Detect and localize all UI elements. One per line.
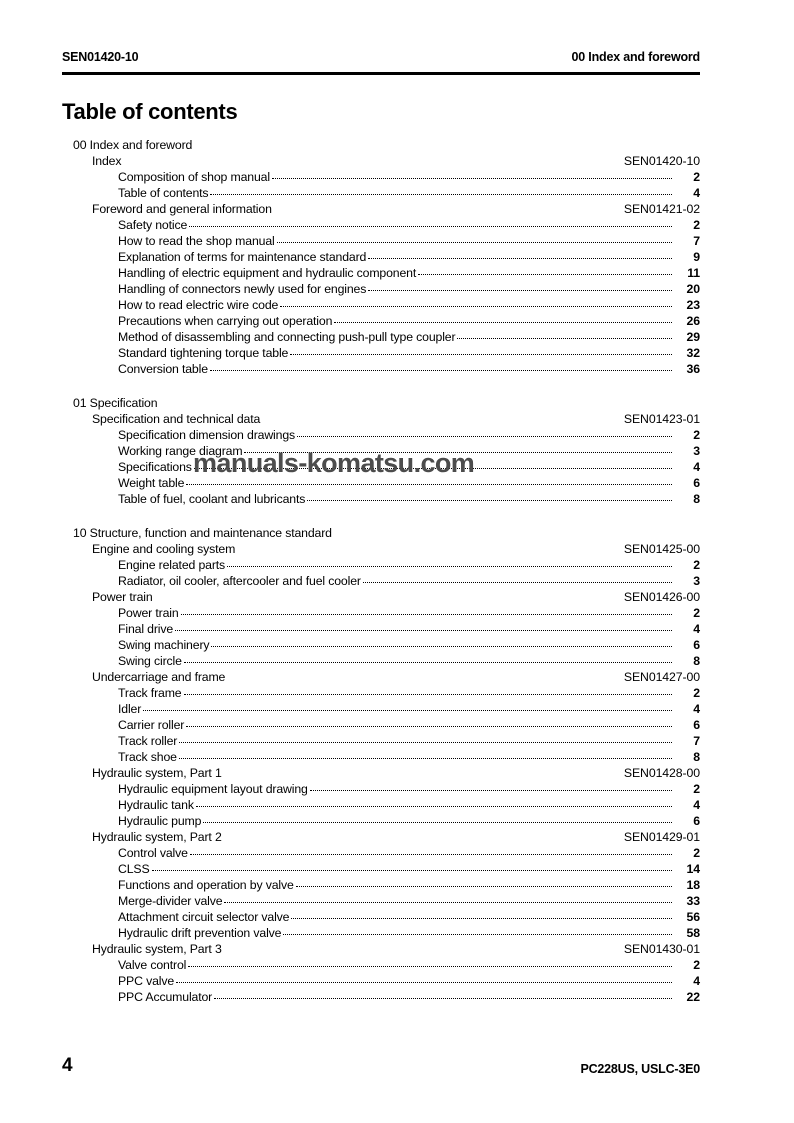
toc-entry-label: Control valve: [118, 846, 188, 860]
toc-entry-label: Handling of connectors newly used for engines: [118, 282, 367, 296]
toc-entry-dot-leader: [244, 444, 672, 455]
toc-entry-dot-leader: [368, 250, 672, 261]
toc-entry-page-number: 4: [693, 974, 700, 988]
toc-entry-page-number: 2: [693, 428, 700, 442]
toc-entry-dot-leader: [363, 574, 672, 585]
toc-group-title: Index: [92, 154, 122, 168]
toc-entry-label: Table of fuel, coolant and lubricants: [118, 492, 306, 506]
toc-entry-row[interactable]: [62, 281, 700, 297]
toc-entry-label: Conversion table: [118, 362, 208, 376]
toc-entry-page-number: 2: [693, 606, 700, 620]
toc-entry-label: Handling of electric equipment and hydraulic component: [118, 266, 417, 280]
toc-entry-dot-leader: [179, 734, 672, 745]
toc-entry-dot-leader: [175, 622, 672, 633]
toc-entry-label: Working range diagram: [118, 444, 243, 458]
toc-entry-page-number: 32: [686, 346, 700, 360]
toc-group-title: Foreword and general information: [92, 202, 272, 216]
toc-group-document-code: SEN01426-00: [623, 590, 700, 604]
toc-entry-row[interactable]: [62, 185, 700, 201]
toc-entry-dot-leader: [176, 974, 672, 985]
toc-entry-dot-leader: [224, 894, 672, 905]
toc-group-row[interactable]: [62, 941, 700, 957]
toc-entry-label: Table of contents: [118, 186, 209, 200]
toc-entry-row[interactable]: [62, 605, 700, 621]
toc-entry-row[interactable]: [62, 297, 700, 313]
toc-entry-row[interactable]: [62, 877, 700, 893]
toc-entry-row[interactable]: [62, 749, 700, 765]
toc-section: [62, 395, 700, 507]
toc-entry-dot-leader: [210, 362, 672, 373]
toc-entry-dot-leader: [196, 798, 672, 809]
toc-entry-label: Safety notice: [118, 218, 188, 232]
toc-entry-dot-leader: [211, 638, 672, 649]
toc-entry-label: Weight table: [118, 476, 185, 490]
toc-entry-row[interactable]: [62, 427, 700, 443]
toc-entry-page-number: 6: [693, 476, 700, 490]
toc-entry-label: Track roller: [118, 734, 178, 748]
toc-section-title: 00 Index and foreword: [73, 138, 193, 152]
toc-entry-label: Specifications: [118, 460, 192, 474]
toc-entry-row[interactable]: [62, 557, 700, 573]
toc-group-document-code: SEN01423-01: [623, 412, 700, 426]
toc-entry-dot-leader: [189, 218, 672, 229]
toc-entry-dot-leader: [310, 782, 672, 793]
watermark-text: manuals-komatsu.com: [193, 448, 475, 478]
toc-group-row[interactable]: [62, 829, 700, 845]
toc-entry-row[interactable]: [62, 217, 700, 233]
toc-entry-page-number: 8: [693, 750, 700, 764]
toc-entry-page-number: 58: [686, 926, 700, 940]
page-title: Table of contents: [62, 99, 238, 124]
toc-entry-page-number: 22: [686, 990, 700, 1004]
toc-entry-row[interactable]: [62, 845, 700, 861]
toc-entry-label: Track shoe: [118, 750, 177, 764]
toc-entry-row[interactable]: [62, 637, 700, 653]
toc-entry-label: PPC valve: [118, 974, 175, 988]
toc-entry-label: Composition of shop manual: [118, 170, 270, 184]
toc-entry-page-number: 6: [693, 638, 700, 652]
toc-entry-row[interactable]: [62, 475, 700, 491]
toc-entry-label: Attachment circuit selector valve: [118, 910, 290, 924]
toc-entry-dot-leader: [283, 926, 672, 937]
toc-entry-page-number: 29: [686, 330, 700, 344]
toc-entry-row[interactable]: [62, 573, 700, 589]
toc-entry-page-number: 6: [693, 814, 700, 828]
toc-entry-dot-leader: [307, 492, 672, 503]
toc-group-title: Hydraulic system, Part 2: [92, 830, 222, 844]
toc-entry-page-number: 4: [693, 460, 700, 474]
toc-entry-dot-leader: [184, 686, 673, 697]
footer-model-code: PC228US, USLC-3E0: [580, 1062, 700, 1076]
toc-group-row[interactable]: [62, 589, 700, 605]
toc-entry-row[interactable]: [62, 443, 700, 459]
toc-entry-page-number: 14: [686, 862, 700, 876]
toc-entry-row[interactable]: [62, 685, 700, 701]
toc-entry-row[interactable]: [62, 491, 700, 507]
toc-group-title: Undercarriage and frame: [92, 670, 226, 684]
toc-group-row[interactable]: [62, 669, 700, 685]
toc-entry-row[interactable]: [62, 781, 700, 797]
table-of-contents: [62, 137, 700, 1005]
toc-entry-label: PPC Accumulator: [118, 990, 213, 1004]
toc-entry-label: Hydraulic tank: [118, 798, 194, 812]
toc-entry-page-number: 56: [686, 910, 700, 924]
toc-group-title: Hydraulic system, Part 3: [92, 942, 222, 956]
toc-entry-page-number: 33: [686, 894, 700, 908]
toc-entry-row[interactable]: [62, 989, 700, 1005]
toc-entry-page-number: 8: [693, 654, 700, 668]
toc-entry-label: Hydraulic pump: [118, 814, 202, 828]
toc-entry-row[interactable]: [62, 957, 700, 973]
toc-section: [62, 525, 700, 1005]
toc-entry-label: Standard tightening torque table: [118, 346, 289, 360]
toc-entry-page-number: 3: [693, 444, 700, 458]
toc-entry-row[interactable]: [62, 717, 700, 733]
toc-entry-page-number: 4: [693, 702, 700, 716]
toc-entry-dot-leader: [227, 558, 672, 569]
toc-entry-page-number: 2: [693, 686, 700, 700]
toc-entry-label: Functions and operation by valve: [118, 878, 294, 892]
toc-entry-label: Swing circle: [118, 654, 182, 668]
toc-entry-row[interactable]: [62, 361, 700, 377]
toc-entry-dot-leader: [334, 314, 672, 325]
toc-entry-page-number: 9: [693, 250, 700, 264]
toc-entry-dot-leader: [280, 298, 672, 309]
toc-group-title: Engine and cooling system: [92, 542, 236, 556]
toc-entry-label: Hydraulic drift prevention valve: [118, 926, 282, 940]
toc-entry-row[interactable]: [62, 861, 700, 877]
toc-entry-dot-leader: [368, 282, 672, 293]
toc-entry-row[interactable]: [62, 345, 700, 361]
toc-entry-label: Merge-divider valve: [118, 894, 223, 908]
toc-group-row[interactable]: [62, 411, 700, 427]
toc-entry-label: Method of disassembling and connecting push-pull type coupler: [118, 330, 456, 344]
toc-entry-row[interactable]: [62, 813, 700, 829]
toc-entry-page-number: 2: [693, 218, 700, 232]
toc-entry-page-number: 2: [693, 782, 700, 796]
toc-entry-page-number: 7: [693, 234, 700, 248]
toc-section: [62, 137, 700, 377]
header-document-code: SEN01420-10: [62, 50, 139, 64]
toc-entry-label: Engine related parts: [118, 558, 226, 572]
toc-entry-label: Precautions when carrying out operation: [118, 314, 333, 328]
toc-entry-page-number: 4: [693, 798, 700, 812]
toc-entry-label: Radiator, oil cooler, aftercooler and fuel cooler: [118, 574, 361, 588]
toc-entry-row[interactable]: [62, 909, 700, 925]
toc-entry-row[interactable]: [62, 797, 700, 813]
toc-group-document-code: SEN01421-02: [623, 202, 700, 216]
toc-group-row[interactable]: [62, 201, 700, 217]
toc-entry-dot-leader: [143, 702, 672, 713]
toc-entry-dot-leader: [277, 234, 672, 245]
toc-group-row[interactable]: [62, 765, 700, 781]
toc-entry-page-number: 2: [693, 846, 700, 860]
toc-entry-page-number: 3: [693, 574, 700, 588]
toc-entry-page-number: 2: [693, 558, 700, 572]
toc-group-document-code: SEN01420-10: [623, 154, 700, 168]
toc-entry-row[interactable]: [62, 925, 700, 941]
toc-entry-page-number: 2: [693, 958, 700, 972]
toc-entry-row[interactable]: [62, 169, 700, 185]
header-divider-rule: [62, 72, 700, 75]
toc-entry-dot-leader: [291, 910, 672, 921]
toc-entry-page-number: 36: [686, 362, 700, 376]
toc-entry-page-number: 26: [686, 314, 700, 328]
toc-entry-dot-leader: [203, 814, 672, 825]
toc-entry-page-number: 18: [686, 878, 700, 892]
toc-group-row[interactable]: [62, 153, 700, 169]
toc-group-title: Power train: [92, 590, 153, 604]
toc-entry-label: Specification dimension drawings: [118, 428, 296, 442]
toc-entry-dot-leader: [214, 990, 672, 1001]
toc-entry-page-number: 6: [693, 718, 700, 732]
toc-entry-dot-leader: [152, 862, 672, 873]
toc-entry-row[interactable]: [62, 329, 700, 345]
toc-entry-page-number: 8: [693, 492, 700, 506]
toc-entry-page-number: 20: [686, 282, 700, 296]
toc-entry-dot-leader: [184, 654, 672, 665]
toc-group-document-code: SEN01429-01: [623, 830, 700, 844]
toc-entry-label: Explanation of terms for maintenance standard: [118, 250, 367, 264]
toc-entry-dot-leader: [272, 170, 672, 181]
toc-group-document-code: SEN01428-00: [623, 766, 700, 780]
toc-entry-page-number: 4: [693, 622, 700, 636]
toc-entry-dot-leader: [188, 958, 672, 969]
toc-entry-label: How to read electric wire code: [118, 298, 279, 312]
toc-entry-label: Final drive: [118, 622, 174, 636]
toc-section-title: 01 Specification: [73, 396, 158, 410]
toc-entry-row[interactable]: [62, 265, 700, 281]
toc-entry-row[interactable]: [62, 233, 700, 249]
toc-entry-page-number: 11: [687, 266, 700, 280]
toc-entry-page-number: 23: [686, 298, 700, 312]
toc-entry-row[interactable]: [62, 893, 700, 909]
toc-entry-row[interactable]: [62, 973, 700, 989]
toc-entry-label: Carrier roller: [118, 718, 185, 732]
toc-group-document-code: SEN01430-01: [623, 942, 700, 956]
toc-entry-label: Power train: [118, 606, 179, 620]
toc-group-title: Specification and technical data: [92, 412, 261, 426]
toc-entry-label: Hydraulic equipment layout drawing: [118, 782, 308, 796]
toc-entry-dot-leader: [179, 750, 672, 761]
toc-entry-row[interactable]: [62, 733, 700, 749]
toc-group-document-code: SEN01427-00: [623, 670, 700, 684]
toc-entry-row[interactable]: [62, 459, 700, 475]
toc-entry-page-number: 7: [693, 734, 700, 748]
toc-entry-dot-leader: [457, 330, 672, 341]
header-section-title: 00 Index and foreword: [571, 50, 700, 64]
toc-entry-label: Idler: [118, 702, 142, 716]
toc-entry-dot-leader: [186, 476, 672, 487]
toc-group-title: Hydraulic system, Part 1: [92, 766, 222, 780]
toc-entry-dot-leader: [210, 186, 672, 197]
toc-entry-dot-leader: [181, 606, 672, 617]
toc-entry-row[interactable]: [62, 249, 700, 265]
toc-entry-label: CLSS: [118, 862, 150, 876]
toc-entry-row[interactable]: [62, 701, 700, 717]
running-header: [62, 50, 700, 72]
toc-entry-label: Swing machinery: [118, 638, 210, 652]
toc-entry-page-number: 4: [693, 186, 700, 200]
toc-entry-dot-leader: [186, 718, 672, 729]
toc-entry-page-number: 2: [693, 170, 700, 184]
toc-entry-label: Valve control: [118, 958, 187, 972]
toc-entry-dot-leader: [190, 846, 672, 857]
toc-group-document-code: SEN01425-00: [623, 542, 700, 556]
toc-entry-dot-leader: [297, 428, 672, 439]
toc-entry-row[interactable]: [62, 313, 700, 329]
toc-section-title: 10 Structure, function and maintenance standard: [73, 526, 332, 540]
toc-group-row[interactable]: [62, 541, 700, 557]
toc-entry-dot-leader: [194, 460, 672, 471]
toc-entry-dot-leader: [290, 346, 672, 357]
toc-entry-label: How to read the shop manual: [118, 234, 275, 248]
toc-entry-label: Track frame: [118, 686, 182, 700]
footer-page-number: 4: [62, 1055, 73, 1076]
toc-entry-row[interactable]: [62, 653, 700, 669]
toc-entry-row[interactable]: [62, 621, 700, 637]
toc-entry-dot-leader: [296, 878, 672, 889]
toc-entry-dot-leader: [418, 266, 672, 277]
